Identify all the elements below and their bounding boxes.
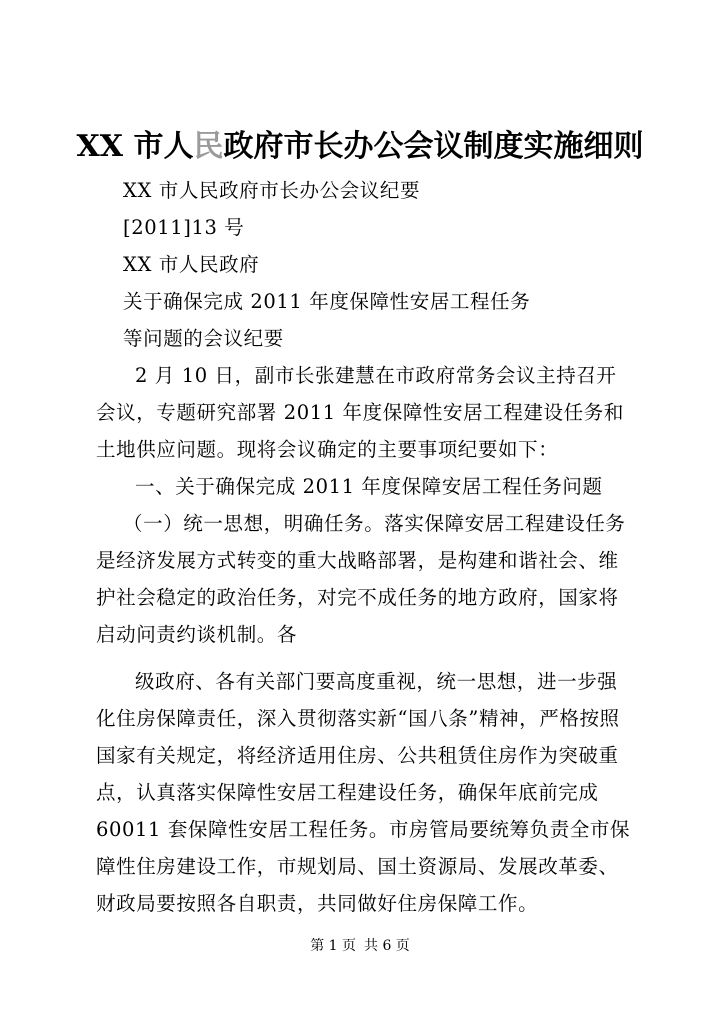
- body-paragraph-responsibility: 级政府、各有关部门要高度重视，统一思想，进一步强化住房保障责任，深入贯彻落实新“国八条”精神，严格按照国家有关规定，将经济适用住房、公共租赁住房作为突破重点，认真落实保障性安居工程建设任务，确保年底前完成 60011 套保障性安居工程任务。市房管局要统筹负责全市保障性住房建设工作，市规划局、国土资源局、发展改革委、财政局要按照各自职责，共同做好住房保障工作。: [96, 670, 631, 915]
- title-highlighted-char: 民: [193, 129, 224, 164]
- document-body: [96, 172, 636, 922]
- body-paragraph-intro: 2 月 10 日，副市长张建慧在市政府常务会议主持召开会议，专题研究部署 2011 年度保障性安居工程建设任务和土地供应问题。现将会议确定的主要事项纪要如下：: [96, 364, 624, 461]
- memo-heading: XX 市人民政府市长办公会议纪要: [123, 179, 421, 202]
- title-text-part1: XX 市人: [76, 129, 194, 164]
- memo-issuer: XX 市人民政府: [123, 253, 260, 276]
- page-footer: [0, 936, 720, 956]
- memo-subject-line1: 关于确保完成 2011 年度保障性安居工程任务: [123, 290, 531, 313]
- page-number: 第 1 页: [310, 938, 356, 954]
- body-paragraph-unify: （一）统一思想，明确任务。落实保障安居工程建设任务是经济发展方式转变的重大战略部署，是构建和谐社会、维护社会稳定的政治任务，对完不成任务的地方政府，国家将启动问责约谈机制。各: [96, 512, 626, 646]
- memo-number: [2011]13 号: [123, 216, 245, 239]
- title-text-part2: 政府市长办公会议制度实施细则: [223, 129, 644, 164]
- memo-subject-line2: 等问题的会议纪要: [123, 327, 284, 350]
- document-title: [0, 127, 720, 167]
- page-total: 共 6 页: [364, 938, 410, 954]
- section-heading-1: 一、关于确保完成 2011 年度保障安居工程任务问题: [135, 475, 603, 498]
